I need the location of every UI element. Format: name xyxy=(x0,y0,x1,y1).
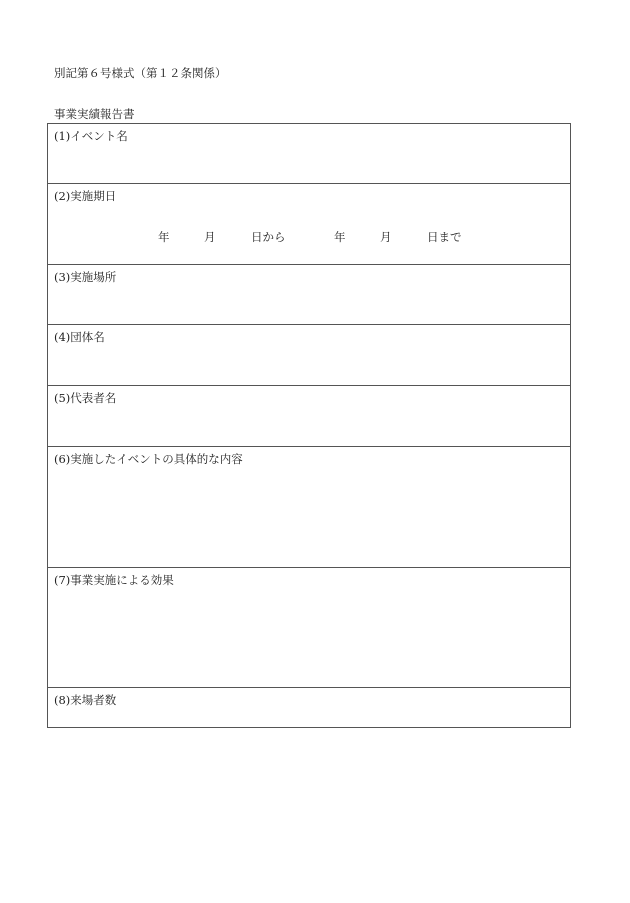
document-title: 事業実績報告書 xyxy=(54,107,135,121)
start-month-unit: 月 xyxy=(204,230,216,244)
event-name-row[interactable] xyxy=(48,124,570,184)
visitors-row[interactable] xyxy=(48,688,570,727)
form-number: 別記第６号様式（第１２条関係） xyxy=(54,66,227,80)
effect-label: (7)事業実施による効果 xyxy=(54,573,174,587)
period-label: (2)実施期日 xyxy=(54,189,117,203)
organization-row[interactable] xyxy=(48,325,570,386)
venue-label: (3)実施場所 xyxy=(54,270,117,284)
organization-label: (4)団体名 xyxy=(54,330,105,344)
report-form-table xyxy=(47,123,571,728)
end-month-unit: 月 xyxy=(380,230,392,244)
end-day-unit: 日まで xyxy=(427,230,462,244)
end-year-unit: 年 xyxy=(334,230,346,244)
period-row[interactable] xyxy=(48,184,570,265)
period-date-line xyxy=(48,229,570,243)
venue-row[interactable] xyxy=(48,265,570,325)
start-year-unit: 年 xyxy=(158,230,170,244)
representative-row[interactable] xyxy=(48,386,570,447)
start-day-unit: 日から xyxy=(251,230,286,244)
event-name-label: (1)イベント名 xyxy=(54,129,128,143)
representative-label: (5)代表者名 xyxy=(54,391,117,405)
event-content-row[interactable] xyxy=(48,447,570,568)
event-content-label: (6)実施したイベントの具体的な内容 xyxy=(54,452,243,466)
effect-row[interactable] xyxy=(48,568,570,688)
visitors-label: (8)来場者数 xyxy=(54,693,117,707)
